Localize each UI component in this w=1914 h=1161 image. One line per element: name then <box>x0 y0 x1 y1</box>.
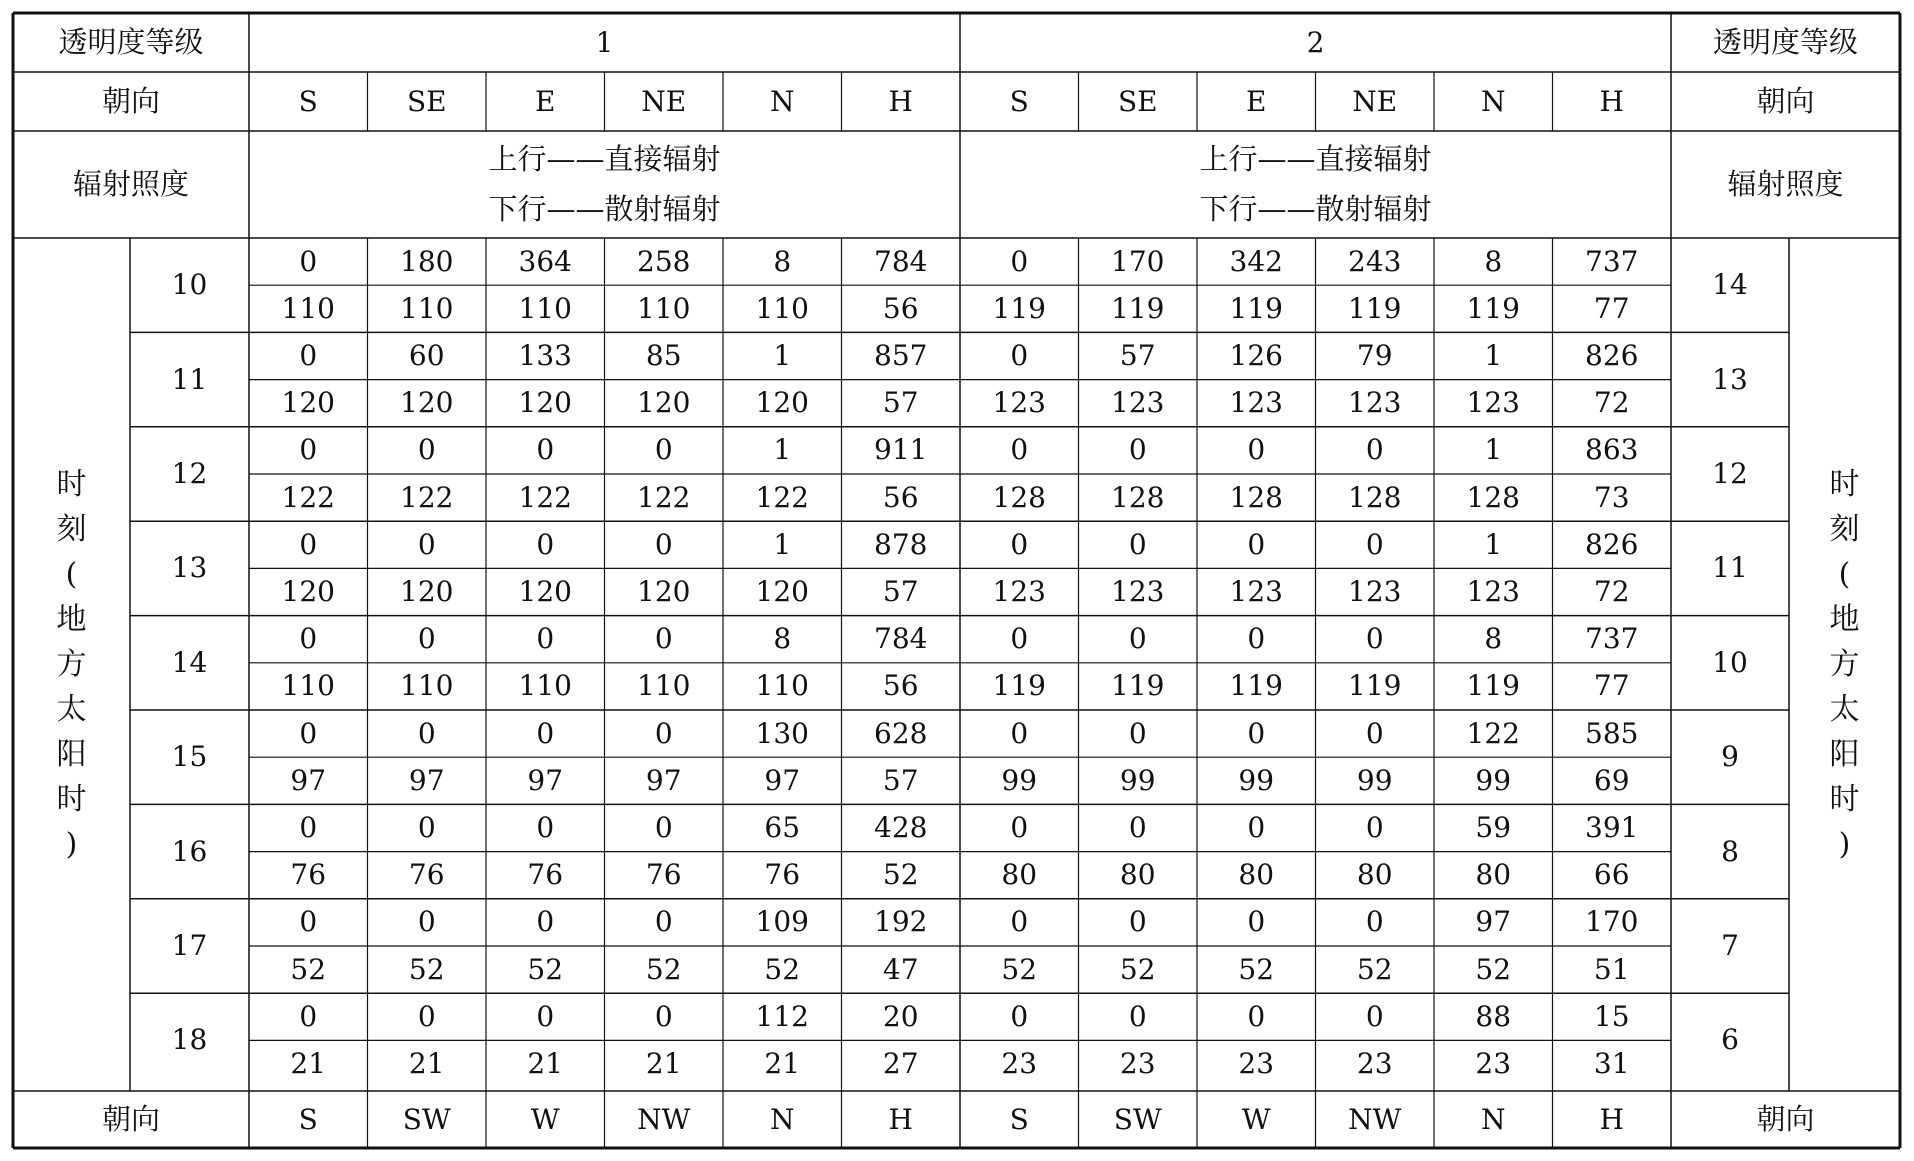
direct-value: 88 <box>1475 999 1512 1033</box>
diffuse-value: 110 <box>400 669 454 703</box>
direct-value: 0 <box>1365 810 1384 844</box>
diffuse-value: 76 <box>408 858 445 892</box>
direct-value: 8 <box>1484 244 1503 278</box>
diffuse-value: 110 <box>281 291 335 325</box>
direct-value: 130 <box>755 716 809 750</box>
direct-value: 0 <box>1365 433 1384 467</box>
direct-value: 0 <box>299 905 318 939</box>
diffuse-value: 122 <box>281 480 335 514</box>
direct-value: 1 <box>773 527 792 561</box>
direct-value: 0 <box>1128 622 1147 656</box>
diffuse-value: 120 <box>637 574 691 608</box>
orientation-bottom: N <box>1481 1102 1506 1136</box>
direct-value: 0 <box>1247 999 1266 1033</box>
diffuse-value: 80 <box>1356 858 1393 892</box>
diffuse-value: 72 <box>1593 386 1630 420</box>
direct-value: 0 <box>536 999 555 1033</box>
orientation-label-left: 朝向 <box>101 84 160 118</box>
diffuse-value: 110 <box>518 291 572 325</box>
direct-value: 170 <box>1111 244 1165 278</box>
time-label-right: 时 刻 ( 地 方 太 阳 时 ) <box>1829 467 1860 862</box>
diffuse-value: 97 <box>408 763 445 797</box>
diffuse-value: 52 <box>764 952 801 986</box>
diffuse-value: 110 <box>400 291 454 325</box>
direct-value: 0 <box>299 338 318 372</box>
diffuse-value: 122 <box>400 480 454 514</box>
direct-value: 0 <box>1365 622 1384 656</box>
diffuse-value: 52 <box>1001 952 1038 986</box>
diffuse-value: 122 <box>637 480 691 514</box>
diffuse-value: 99 <box>1356 763 1393 797</box>
orientation-bottom: S <box>298 1102 318 1136</box>
diffuse-value: 80 <box>1001 858 1038 892</box>
direct-value: 0 <box>1365 905 1384 939</box>
direct-value: 59 <box>1475 810 1512 844</box>
diffuse-value: 52 <box>408 952 445 986</box>
direct-value: 0 <box>1247 527 1266 561</box>
direct-value: 0 <box>1247 622 1266 656</box>
mirror-hour-cell: 11 <box>1712 551 1748 585</box>
diffuse-value: 99 <box>1119 763 1156 797</box>
diffuse-value: 119 <box>1111 291 1165 325</box>
hour-cell: 15 <box>171 740 208 774</box>
direct-value: 857 <box>874 338 928 372</box>
hour-cell: 13 <box>171 551 208 585</box>
diffuse-value: 128 <box>992 480 1046 514</box>
direct-value: 0 <box>299 244 318 278</box>
diffuse-value: 119 <box>1229 291 1283 325</box>
orientation-top: SE <box>1117 84 1158 118</box>
diffuse-value: 123 <box>1348 574 1402 608</box>
diffuse-value: 110 <box>637 291 691 325</box>
direct-value: 8 <box>1484 622 1503 656</box>
hour-cell: 12 <box>171 456 208 490</box>
diffuse-value: 123 <box>1111 574 1165 608</box>
footer-orientation-right: 朝向 <box>1756 1102 1815 1136</box>
direct-value: 911 <box>874 433 928 467</box>
diffuse-value: 27 <box>882 1046 919 1080</box>
diffuse-value: 52 <box>645 952 682 986</box>
direct-value: 0 <box>1010 527 1029 561</box>
direct-value: 628 <box>874 716 928 750</box>
direct-value: 0 <box>1010 810 1029 844</box>
diffuse-value: 120 <box>637 386 691 420</box>
direct-value: 826 <box>1585 527 1639 561</box>
orientation-bottom: SW <box>402 1102 451 1136</box>
direct-value: 784 <box>874 622 928 656</box>
direct-value: 364 <box>518 244 572 278</box>
direct-value: 109 <box>755 905 809 939</box>
direct-value: 0 <box>299 999 318 1033</box>
direct-value: 863 <box>1585 433 1639 467</box>
direct-value: 0 <box>536 716 555 750</box>
diffuse-value: 123 <box>1229 386 1283 420</box>
direct-value: 57 <box>1119 338 1156 372</box>
mirror-hour-cell: 14 <box>1712 268 1748 302</box>
direct-value: 0 <box>654 905 673 939</box>
direct-value: 0 <box>1010 244 1029 278</box>
orientation-top: N <box>1481 84 1506 118</box>
direct-value: 0 <box>1010 905 1029 939</box>
diffuse-value: 23 <box>1475 1046 1512 1080</box>
diffuse-value: 57 <box>882 386 919 420</box>
diffuse-value: 52 <box>527 952 564 986</box>
footer-orientation-left: 朝向 <box>101 1102 160 1136</box>
hour-cell: 17 <box>171 928 208 962</box>
diffuse-value: 97 <box>645 763 682 797</box>
direct-value: 0 <box>1247 905 1266 939</box>
direct-value: 8 <box>773 622 792 656</box>
diffuse-value: 80 <box>1119 858 1156 892</box>
orientation-bottom: NW <box>637 1102 691 1136</box>
diffuse-value: 99 <box>1475 763 1512 797</box>
direct-value: 0 <box>299 810 318 844</box>
diffuse-value: 97 <box>764 763 801 797</box>
note-diffuse-2: 下行——散射辐射 <box>1199 191 1432 226</box>
diffuse-value: 21 <box>527 1046 564 1080</box>
clarity-label-left: 透明度等级 <box>58 25 204 59</box>
mirror-hour-cell: 13 <box>1712 362 1748 396</box>
direct-value: 1 <box>773 433 792 467</box>
diffuse-value: 128 <box>1466 480 1520 514</box>
diffuse-value: 123 <box>1348 386 1402 420</box>
diffuse-value: 128 <box>1111 480 1165 514</box>
direct-value: 0 <box>417 716 436 750</box>
direct-value: 0 <box>1010 338 1029 372</box>
direct-value: 0 <box>1128 905 1147 939</box>
direct-value: 0 <box>1010 622 1029 656</box>
direct-value: 0 <box>1247 716 1266 750</box>
diffuse-value: 80 <box>1475 858 1512 892</box>
direct-value: 0 <box>1010 716 1029 750</box>
diffuse-value: 52 <box>1238 952 1275 986</box>
direct-value: 0 <box>1365 716 1384 750</box>
direct-value: 0 <box>417 433 436 467</box>
clarity-level-2: 2 <box>1306 25 1325 59</box>
diffuse-value: 52 <box>882 858 919 892</box>
diffuse-value: 99 <box>1238 763 1275 797</box>
diffuse-value: 97 <box>290 763 327 797</box>
direct-value: 0 <box>654 622 673 656</box>
orientation-bottom: NW <box>1348 1102 1402 1136</box>
diffuse-value: 66 <box>1593 858 1630 892</box>
diffuse-value: 120 <box>281 386 335 420</box>
direct-value: 0 <box>1247 433 1266 467</box>
direct-value: 85 <box>645 338 682 372</box>
note-diffuse-1: 下行——散射辐射 <box>488 191 721 226</box>
note-direct-1: 上行——直接辐射 <box>488 142 721 177</box>
mirror-hour-cell: 8 <box>1721 834 1739 868</box>
orientation-top: NE <box>641 84 687 118</box>
diffuse-value: 57 <box>882 763 919 797</box>
diffuse-value: 119 <box>1348 291 1402 325</box>
diffuse-value: 122 <box>518 480 572 514</box>
direct-value: 0 <box>417 527 436 561</box>
diffuse-value: 97 <box>527 763 564 797</box>
direct-value: 0 <box>1128 716 1147 750</box>
direct-value: 784 <box>874 244 928 278</box>
diffuse-value: 99 <box>1001 763 1038 797</box>
time-label-left: 时 刻 ( 地 方 太 阳 时 ) <box>56 467 87 862</box>
diffuse-value: 110 <box>755 669 809 703</box>
diffuse-value: 56 <box>882 480 919 514</box>
direct-value: 0 <box>1365 527 1384 561</box>
clarity-level-1: 1 <box>595 25 614 59</box>
diffuse-value: 119 <box>1466 669 1520 703</box>
direct-value: 0 <box>1247 810 1266 844</box>
direct-value: 878 <box>874 527 928 561</box>
direct-value: 1 <box>773 338 792 372</box>
direct-value: 0 <box>1010 999 1029 1033</box>
diffuse-value: 120 <box>518 386 572 420</box>
direct-value: 0 <box>299 433 318 467</box>
direct-value: 0 <box>1010 433 1029 467</box>
direct-value: 0 <box>299 527 318 561</box>
direct-value: 133 <box>518 338 572 372</box>
note-direct-2: 上行——直接辐射 <box>1199 142 1432 177</box>
diffuse-value: 72 <box>1593 574 1630 608</box>
diffuse-value: 120 <box>755 574 809 608</box>
diffuse-value: 23 <box>1356 1046 1393 1080</box>
direct-value: 342 <box>1229 244 1283 278</box>
diffuse-value: 120 <box>281 574 335 608</box>
direct-value: 170 <box>1585 905 1639 939</box>
mirror-hour-cell: 9 <box>1721 740 1739 774</box>
direct-value: 0 <box>654 810 673 844</box>
diffuse-value: 123 <box>992 574 1046 608</box>
direct-value: 737 <box>1585 244 1639 278</box>
diffuse-value: 128 <box>1229 480 1283 514</box>
diffuse-value: 110 <box>518 669 572 703</box>
diffuse-value: 120 <box>755 386 809 420</box>
direct-value: 0 <box>654 433 673 467</box>
direct-value: 0 <box>654 527 673 561</box>
direct-value: 0 <box>417 622 436 656</box>
hour-cell: 18 <box>171 1023 208 1057</box>
diffuse-value: 76 <box>527 858 564 892</box>
diffuse-value: 110 <box>281 669 335 703</box>
orientation-top: E <box>1246 84 1267 118</box>
diffuse-value: 69 <box>1593 763 1630 797</box>
diffuse-value: 52 <box>290 952 327 986</box>
diffuse-value: 23 <box>1001 1046 1038 1080</box>
hour-cell: 14 <box>171 645 208 679</box>
direct-value: 112 <box>755 999 809 1033</box>
diffuse-value: 119 <box>1111 669 1165 703</box>
direct-value: 60 <box>408 338 445 372</box>
orientation-label-right: 朝向 <box>1756 84 1815 118</box>
orientation-top: H <box>1599 84 1624 118</box>
direct-value: 0 <box>1365 999 1384 1033</box>
orientation-top: S <box>298 84 318 118</box>
orientation-bottom: W <box>1241 1102 1271 1136</box>
orientation-top: SE <box>406 84 447 118</box>
diffuse-value: 123 <box>1466 386 1520 420</box>
diffuse-value: 76 <box>290 858 327 892</box>
hour-cell: 16 <box>171 834 208 868</box>
diffuse-value: 52 <box>1475 952 1512 986</box>
diffuse-value: 123 <box>992 386 1046 420</box>
direct-value: 0 <box>417 810 436 844</box>
diffuse-value: 56 <box>882 291 919 325</box>
orientation-bottom: W <box>530 1102 560 1136</box>
mirror-hour-cell: 12 <box>1712 456 1748 490</box>
diffuse-value: 47 <box>882 952 919 986</box>
diffuse-value: 73 <box>1593 480 1630 514</box>
diffuse-value: 21 <box>764 1046 801 1080</box>
diffuse-value: 31 <box>1593 1046 1630 1080</box>
diffuse-value: 21 <box>408 1046 445 1080</box>
diffuse-value: 77 <box>1593 669 1630 703</box>
diffuse-value: 56 <box>882 669 919 703</box>
irradiance-label-left: 辐射照度 <box>72 167 189 201</box>
direct-value: 0 <box>1128 810 1147 844</box>
diffuse-value: 123 <box>1111 386 1165 420</box>
direct-value: 0 <box>299 622 318 656</box>
diffuse-value: 119 <box>1348 669 1402 703</box>
diffuse-value: 122 <box>755 480 809 514</box>
direct-value: 15 <box>1593 999 1630 1033</box>
diffuse-value: 52 <box>1356 952 1393 986</box>
diffuse-value: 128 <box>1348 480 1402 514</box>
direct-value: 0 <box>299 716 318 750</box>
diffuse-value: 51 <box>1593 952 1630 986</box>
clarity-label-right: 透明度等级 <box>1712 25 1858 59</box>
diffuse-value: 76 <box>764 858 801 892</box>
direct-value: 428 <box>874 810 928 844</box>
hour-cell: 11 <box>171 362 208 396</box>
diffuse-value: 57 <box>882 574 919 608</box>
diffuse-value: 52 <box>1119 952 1156 986</box>
direct-value: 0 <box>1128 999 1147 1033</box>
direct-value: 0 <box>417 905 436 939</box>
diffuse-value: 123 <box>1229 574 1283 608</box>
diffuse-value: 119 <box>992 291 1046 325</box>
direct-value: 0 <box>654 999 673 1033</box>
direct-value: 0 <box>417 999 436 1033</box>
orientation-top: N <box>770 84 795 118</box>
orientation-top: NE <box>1352 84 1398 118</box>
orientation-bottom: SW <box>1113 1102 1162 1136</box>
diffuse-value: 119 <box>1229 669 1283 703</box>
direct-value: 126 <box>1229 338 1283 372</box>
hour-cell: 10 <box>171 268 208 302</box>
mirror-hour-cell: 7 <box>1721 928 1739 962</box>
direct-value: 243 <box>1348 244 1402 278</box>
orientation-bottom: S <box>1009 1102 1029 1136</box>
direct-value: 20 <box>882 999 919 1033</box>
direct-value: 826 <box>1585 338 1639 372</box>
diffuse-value: 21 <box>645 1046 682 1080</box>
orientation-top: H <box>888 84 913 118</box>
diffuse-value: 110 <box>755 291 809 325</box>
direct-value: 0 <box>1128 433 1147 467</box>
diffuse-value: 120 <box>400 574 454 608</box>
diffuse-value: 80 <box>1238 858 1275 892</box>
orientation-bottom: N <box>770 1102 795 1136</box>
direct-value: 97 <box>1475 905 1512 939</box>
direct-value: 737 <box>1585 622 1639 656</box>
direct-value: 0 <box>1128 527 1147 561</box>
direct-value: 180 <box>400 244 454 278</box>
diffuse-value: 110 <box>637 669 691 703</box>
diffuse-value: 123 <box>1466 574 1520 608</box>
direct-value: 0 <box>536 622 555 656</box>
diffuse-value: 120 <box>518 574 572 608</box>
orientation-top: E <box>535 84 556 118</box>
direct-value: 1 <box>1484 338 1503 372</box>
diffuse-value: 119 <box>1466 291 1520 325</box>
diffuse-value: 23 <box>1238 1046 1275 1080</box>
direct-value: 585 <box>1585 716 1639 750</box>
direct-value: 391 <box>1585 810 1639 844</box>
direct-value: 0 <box>654 716 673 750</box>
direct-value: 0 <box>536 527 555 561</box>
mirror-hour-cell: 6 <box>1721 1023 1739 1057</box>
direct-value: 122 <box>1466 716 1520 750</box>
orientation-bottom: H <box>888 1102 913 1136</box>
diffuse-value: 76 <box>645 858 682 892</box>
direct-value: 1 <box>1484 433 1503 467</box>
mirror-hour-cell: 10 <box>1712 645 1748 679</box>
direct-value: 0 <box>536 905 555 939</box>
diffuse-value: 21 <box>290 1046 327 1080</box>
direct-value: 258 <box>637 244 691 278</box>
direct-value: 0 <box>536 433 555 467</box>
direct-value: 8 <box>773 244 792 278</box>
diffuse-value: 120 <box>400 386 454 420</box>
orientation-top: S <box>1009 84 1029 118</box>
orientation-bottom: H <box>1599 1102 1624 1136</box>
diffuse-value: 23 <box>1119 1046 1156 1080</box>
direct-value: 1 <box>1484 527 1503 561</box>
direct-value: 79 <box>1356 338 1393 372</box>
direct-value: 192 <box>874 905 928 939</box>
direct-value: 0 <box>536 810 555 844</box>
direct-value: 65 <box>764 810 801 844</box>
irradiance-label-right: 辐射照度 <box>1727 167 1844 201</box>
diffuse-value: 119 <box>992 669 1046 703</box>
diffuse-value: 77 <box>1593 291 1630 325</box>
